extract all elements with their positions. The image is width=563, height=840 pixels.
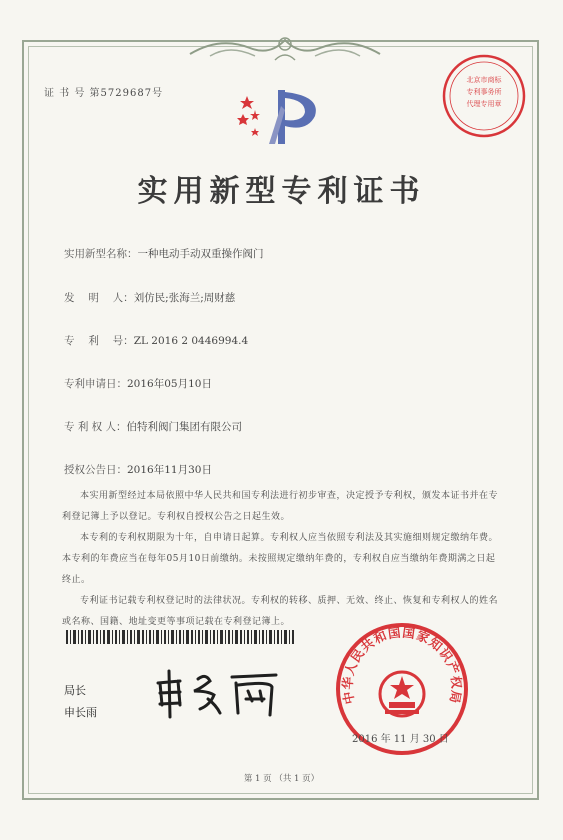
svg-text:北京市商标: 北京市商标 <box>466 76 502 84</box>
field-inventors <box>64 290 235 305</box>
field-label: 专利申请日： <box>64 378 127 390</box>
barcode <box>66 630 296 644</box>
field-value: 一种电动手动双重操作阀门 <box>137 248 264 260</box>
seal-text: 中华人民共和国国家知识产权局 <box>339 624 465 706</box>
paragraph: 专利证书记载专利权登记时的法律状况。专利权的转移、质押、无效、终止、恢复和专利权人的姓名或名称、国籍、地址变更等事项记载在专利登记簿上。 <box>62 596 499 627</box>
field-label: 发 明 人： <box>64 292 134 304</box>
field-value: 伯特利阀门集团有限公司 <box>126 421 243 433</box>
field-utility-model-name <box>64 246 264 261</box>
field-label: 专 利 号： <box>64 335 134 347</box>
floral-ornament-icon <box>180 26 390 66</box>
field-label: 实用新型名称： <box>64 248 138 260</box>
paragraph: 本实用新型经过本局依照中华人民共和国专利法进行初步审查，决定授予专利权，颁发本证书并在专利登记簿上予以登记。专利权自授权公告之日起生效。 <box>62 491 499 522</box>
certificate-title: 实用新型专利证书 <box>137 174 426 209</box>
page-number: 第 1 页 （共 1 页） <box>243 774 320 784</box>
svg-text:代理专用章: 代理专用章 <box>466 100 502 108</box>
agency-stamp <box>440 52 528 140</box>
field-filing-date <box>64 376 212 391</box>
paragraph: 本专利的专利权期限为十年，自申请日起算。专利权人应当依照专利法及其实施细则规定缴纳年费。本专利的年费应当在每年05月10日前缴纳。未按照规定缴纳年费的，专利权自应当缴纳年费期满之日起终止。 <box>62 533 499 585</box>
director-signature <box>150 665 290 720</box>
director-title: 局长 <box>64 684 86 697</box>
cnipa-logo-icon <box>233 86 328 148</box>
svg-text:专利事务所: 专利事务所 <box>466 88 502 96</box>
seal-date: 2016 年 11 月 30 日 <box>352 734 449 745</box>
field-label: 专 利 权 人： <box>64 421 127 433</box>
field-value: 2016年05月10日 <box>127 378 212 390</box>
field-patent-number <box>64 333 248 348</box>
field-value: 刘仿民;张海兰;周财慈 <box>133 292 236 304</box>
field-patentee <box>64 419 242 434</box>
field-grant-date <box>64 462 212 477</box>
certificate-number: 证 书 号 第5729687号 <box>44 88 164 99</box>
field-value: ZL 2016 2 0446994.4 <box>133 335 249 347</box>
field-label: 授权公告日： <box>64 464 127 476</box>
field-value: 2016年11月30日 <box>127 464 212 476</box>
director-name: 申长雨 <box>64 706 97 719</box>
certificate-body <box>62 486 504 633</box>
